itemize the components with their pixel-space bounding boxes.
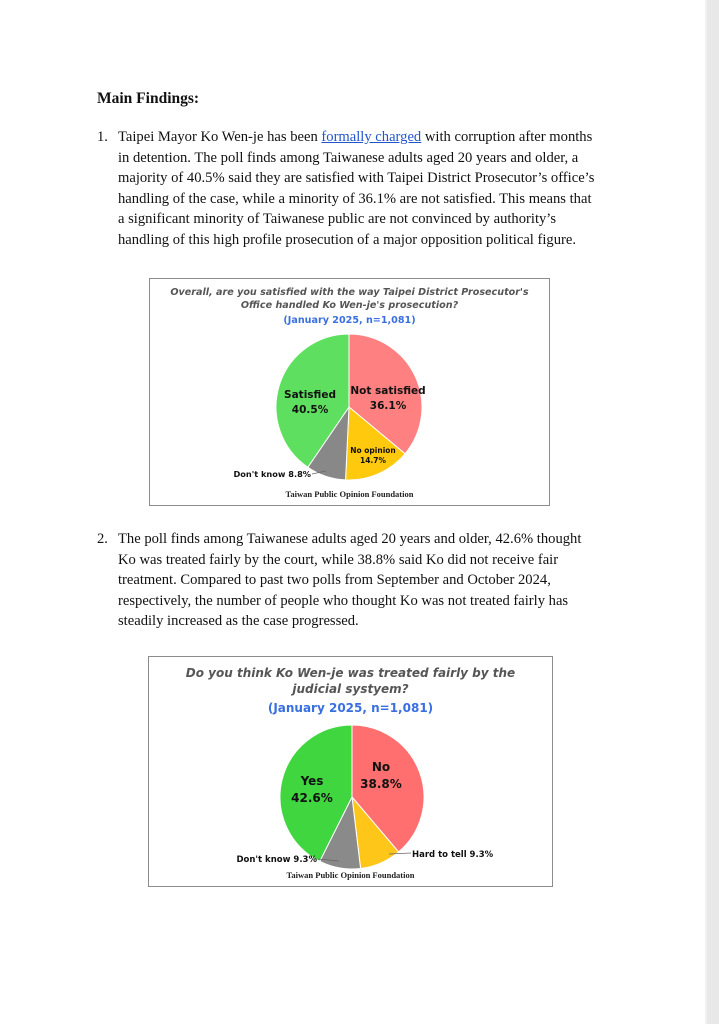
pie-label-no-opinion: No opinion	[350, 446, 396, 455]
pie-label-no: No	[371, 760, 391, 774]
chart-source: Taiwan Public Opinion Foundation	[285, 489, 414, 499]
finding-line: majority of 40.5% said they are satisfied with Taipei District Prosecutor’s office’s	[118, 170, 595, 187]
finding-number: 2.	[97, 531, 108, 547]
finding-line: respectively, the number of people who thought Ko was not treated fairly has	[118, 592, 569, 609]
finding-line: handling of this high profile prosecution of a major opposition political figure.	[118, 231, 576, 248]
finding-line: Ko was treated fairly by the court, while 38.8% said Ko did not receive fair	[118, 551, 559, 568]
finding-line	[118, 127, 608, 148]
finding-line: a significant minority of Taiwanese public are not convinced by authority’s	[118, 211, 557, 228]
pie-label-satisfied: Satisfied	[284, 389, 336, 401]
pie-value-no: 38.8%	[360, 777, 402, 791]
chart-subtitle: (January 2025, n=1,081)	[283, 315, 416, 326]
finding-text	[118, 529, 608, 632]
chart-title-line: judicial systyem?	[292, 682, 409, 696]
section-heading: Main Findings:	[97, 90, 200, 107]
finding-line: treatment. Compared to past two polls from September and October 2024,	[118, 572, 551, 589]
pie-chart	[149, 713, 552, 883]
chart-source: Taiwan Public Opinion Foundation	[286, 870, 415, 880]
finding-text	[118, 127, 608, 251]
pie-value-no-opinion: 14.7%	[359, 456, 387, 465]
chart-title	[149, 665, 552, 697]
finding-line: steadily increased as the case progressed.	[118, 613, 359, 630]
pie-value-satisfied: 40.5%	[291, 404, 329, 416]
chart-subtitle: (January 2025, n=1,081)	[267, 701, 434, 715]
pie-label-hard-to-tell: Hard to tell 9.3%	[412, 850, 494, 860]
finding-line: in detention. The poll finds among Taiwanese adults aged 20 years and older, a	[118, 149, 579, 166]
chart-satisfaction	[149, 278, 550, 506]
finding-line: The poll finds among Taiwanese adults aged 20 years and older, 42.6% thought	[118, 531, 582, 547]
chart-title	[150, 287, 549, 312]
chart-title-line: Overall, are you satisfied with the way Taipei District Prosecutor's	[170, 287, 529, 298]
text-run: with corruption after months	[421, 129, 593, 145]
pie-value-not-satisfied: 36.1%	[369, 400, 407, 412]
chart-title-line: Do you think Ko Wen-je was treated fairly by the	[185, 666, 516, 680]
pie-chart	[150, 329, 549, 529]
pie-label-not-satisfied: Not satisfied	[350, 385, 426, 397]
finding-number: 1.	[97, 129, 108, 145]
chart-fairness	[148, 656, 553, 887]
finding-1	[97, 127, 617, 257]
pie-value-yes: 42.6%	[291, 791, 333, 805]
page-edge	[707, 0, 719, 1024]
formally-charged-link[interactable]: formally charged	[321, 129, 422, 145]
pie-label-don-t-know: Don't know 8.8%	[233, 469, 311, 479]
chart-title-line: Office handled Ko Wen-je's prosecution?	[240, 299, 459, 311]
finding-2	[97, 529, 617, 639]
finding-line: handling of the case, while a minority of 36.1% are not satisfied. This means that	[118, 190, 592, 207]
text-run: Taipei Mayor Ko Wen-je has been	[118, 129, 322, 145]
pie-label-don-t-know: Don't know 9.3%	[236, 855, 317, 865]
pie-label-yes: Yes	[300, 774, 324, 788]
